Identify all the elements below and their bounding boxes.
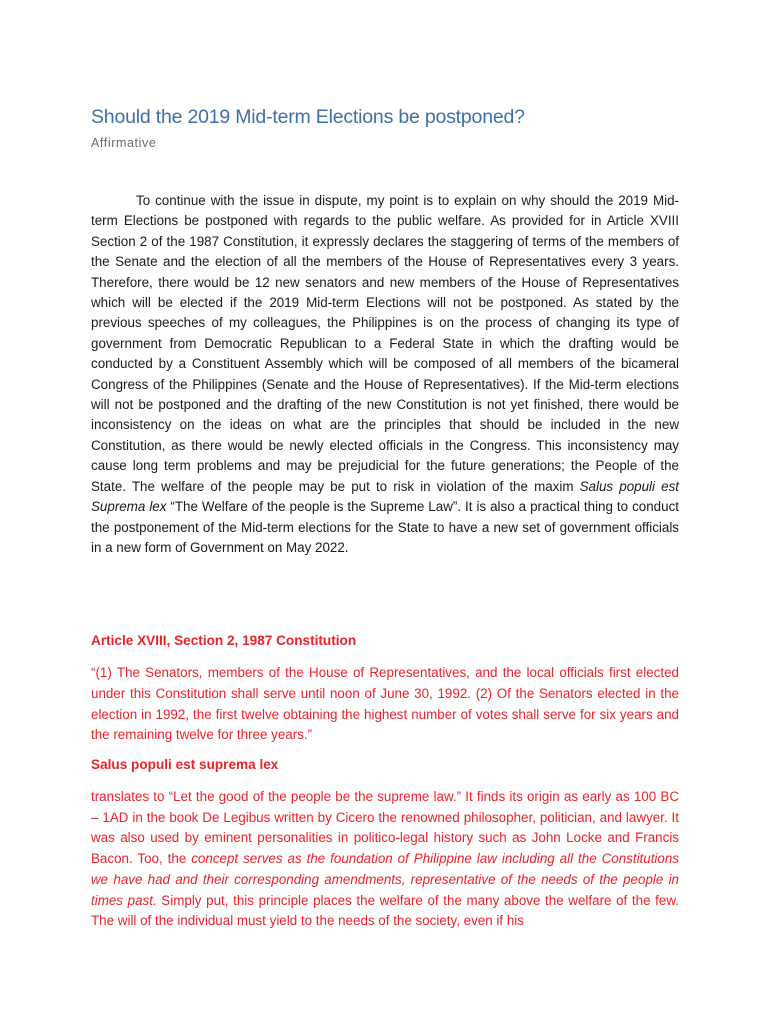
salus-text-part-2: Simply put, this principle places the welfare of the many above the welfare of the few. The will of the individual must yield to the needs of the society, even if his [91, 892, 679, 929]
article-heading: Article XVIII, Section 2, 1987 Constitution [91, 633, 357, 648]
body-maxim-italic: Salus populi est Suprema lex [91, 478, 679, 515]
body-paragraph [91, 191, 679, 558]
salus-italic-text: concept serves as the foundation of Philippine law including all the Constitutions we have had and their corresponding amendments, representative of the needs of the people in times past. [91, 851, 679, 908]
body-text-part-2: “The Welfare of the people is the Supreme Law”. It is also a practical thing to conduct the postponement of the Mid-term elections for the State to have a new set of government officials in a new form of Government on May 2022. [91, 499, 679, 555]
salus-heading: Salus populi est suprema lex [91, 757, 279, 772]
document-title: Should the 2019 Mid-term Elections be postponed? [91, 106, 525, 128]
salus-text-part-1: translates to “Let the good of the people be the supreme law.” It finds its origin as early as 100 BC – 1AD in the book De Legibus written by Cicero the renowned philosopher, politician, and lawyer. It was also used by eminent personalities in politico-legal history such as John Locke and Francis Bacon. Too, the [91, 789, 679, 867]
article-quote: “(1) The Senators, members of the House of Representatives, and the local officials first elected under this Constitution shall serve until noon of June 30, 1992. (2) Of the Senators elected in the election in 1992, the first twelve obtaining the highest number of votes shall serve for six years and the remaining twelve for three years.” [91, 665, 679, 743]
salus-paragraph [91, 787, 679, 932]
body-text-part-1: To continue with the issue in dispute, my point is to explain on why should the 2019 Mid-term Elections be postponed with regards to the public welfare. As provided for in Article XVIII Section 2 of the 1987 Constitution, it expressly declares the staggering of terms of the members of the Senate and the election of all the members of the House of Representatives every 3 years. Therefore, there would be 12 new senators and new members of the House of Representatives which will be elected if the 2019 Mid-term Elections will not be postponed. As stated by the previous speeches of my colleagues, the Philippines is on the process of changing its type of government from Democratic Republican to a Federal State in which the drafting would be conducted by a Constituent Assembly which will be composed of all members of the bicameral Congress of the Philippines (Senate and the House of Representatives). If the Mid-term elections will not be postponed and the drafting of the new Constitution is not yet finished, there would be inconsistency on the ideas on what are the principles that should be included in the new Constitution, as there would be newly elected officials in the Congress. This inconsistency may cause long term problems and may be prejudicial for the future generations; the People of the State. The welfare of the people may be put to risk in violation of the maxim [91, 193, 679, 494]
document-subtitle: Affirmative [91, 136, 157, 150]
